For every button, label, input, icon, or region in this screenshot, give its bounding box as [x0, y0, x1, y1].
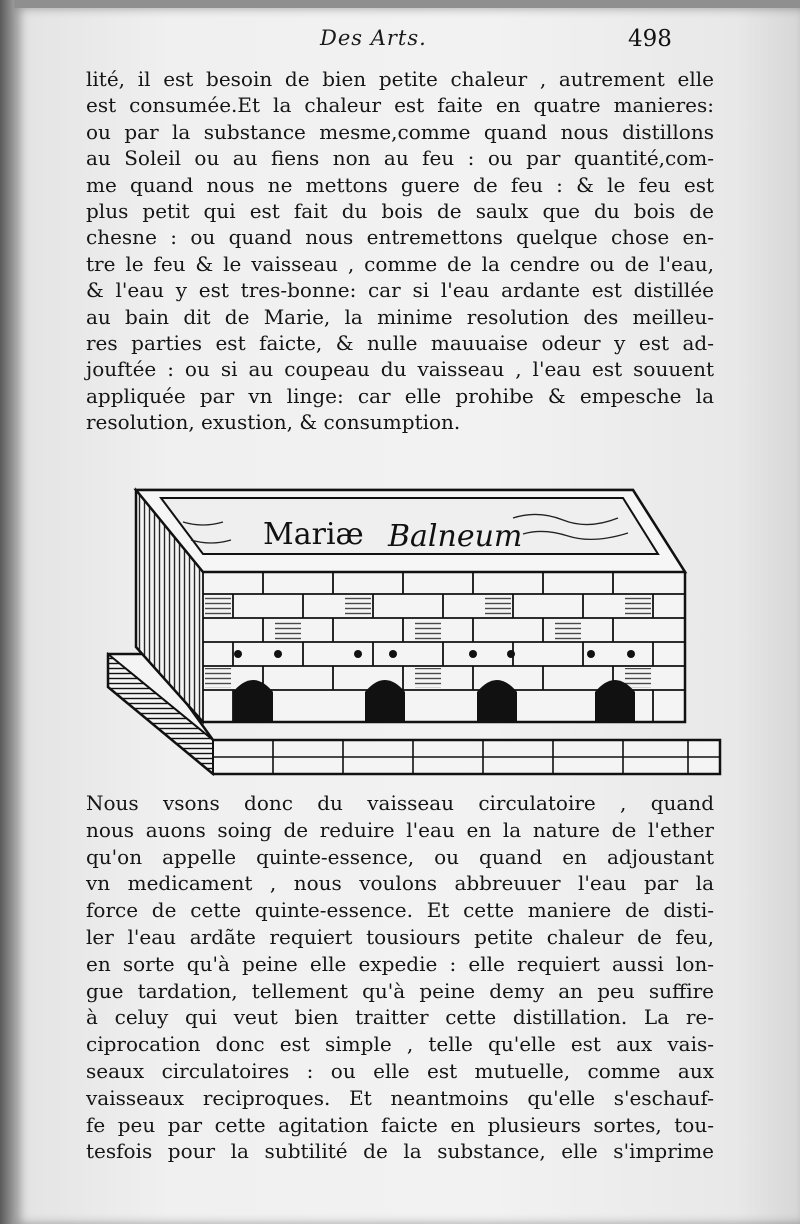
text-line: tre le feu & le vaisseau , comme de la cendre ou de l'eau, [86, 251, 714, 276]
book-gutter-shadow [0, 0, 14, 1224]
text-line: jouftée : ou si au coupeau du vaisseau , l'eau est souuent [86, 357, 714, 382]
text-line: gue tardation, tellement qu'à peine demy an peu suffire [86, 978, 714, 1003]
running-head: Des Arts. [320, 26, 427, 50]
text-line: lité, il est besoin de bien petite chaleur , autrement elle [86, 67, 714, 91]
woodcut-illustration [103, 482, 723, 777]
text-line: me quand nous ne mettons guere de feu : & le feu est [86, 172, 714, 197]
text-line: force de cette quinte-essence. Et cette maniere de disti- [86, 898, 714, 923]
text-line: chesne : ou quand nous entremettons quelque chose en- [86, 225, 714, 250]
text-line: qu'on appelle quinte-essence, ou quand en adjoustant [86, 844, 714, 869]
text-line: ler l'eau ardãte requiert tousiours petite chaleur de feu, [86, 924, 714, 949]
text-line: appliquée par vn linge: car elle prohibe & empesche la [86, 383, 714, 408]
text-line: vn medicament , nous voulons abbreuuer l'eau par la [86, 871, 714, 896]
text-line: est consumée.Et la chaleur est faite en quatre manieres: [86, 93, 714, 118]
text-line: res parties est faicte, & nulle mauuaise odeur y est ad- [86, 331, 714, 356]
text-line: ou par la substance mesme,comme quand nous distillons [86, 119, 714, 144]
paragraph-2 [86, 790, 714, 1165]
text-line: resolution, exustion, & consumption. [86, 410, 461, 435]
text-line: seaux circulatoires : ou elle est mutuelle, comme aux [86, 1058, 714, 1083]
text-line: nous auons soing de reduire l'eau en la nature de l'ether [86, 817, 714, 842]
text-line: en sorte qu'à peine elle expedie : elle requiert aussi lon- [86, 951, 714, 976]
text-line: plus petit qui est fait du bois de saulx que du bois de [86, 199, 714, 224]
illustration-label-right: Balneum [388, 519, 523, 554]
text-line: vaisseaux reciproques. Et neantmoins qu'elle s'eschauf- [86, 1085, 714, 1110]
text-line: à celuy qui veut bien traitter cette distillation. La re- [86, 1005, 714, 1030]
text-line: fe peu par cette agitation faicte en plusieurs sortes, tou- [86, 1112, 714, 1137]
text-line: Nous vsons donc du vaisseau circulatoire , quand [86, 791, 714, 815]
text-line: au Soleil ou au fiens non au feu : ou par quantité,com- [86, 146, 714, 171]
paragraph-1 [86, 66, 714, 436]
text-line: au bain dit de Marie, la minime resolution des meilleu- [86, 304, 714, 329]
text-line: tesfois pour la subtilité de la substance, elle s'imprime [86, 1139, 714, 1164]
text-line: ciprocation donc est simple , telle qu'elle est aux vais- [86, 1032, 714, 1057]
text-line: & l'eau y est tres-bonne: car si l'eau ardante est distillée [86, 278, 714, 303]
page-number: 498 [628, 26, 672, 52]
illustration-label-left: Mariæ [263, 517, 364, 552]
